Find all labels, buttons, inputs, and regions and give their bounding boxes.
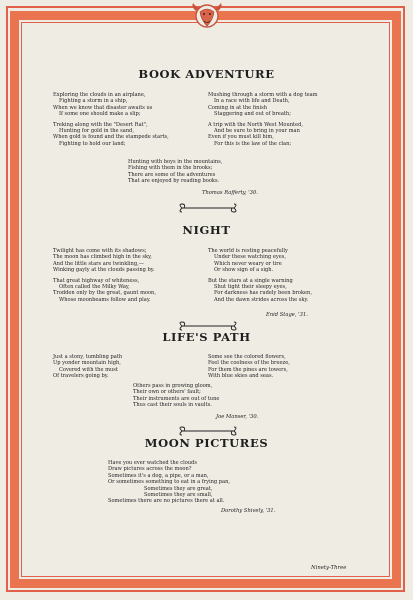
verse-line: For this is the law of the clan; <box>214 140 292 147</box>
verse-line: Thus cast their souls in vaults. <box>133 402 212 409</box>
verse-line: Treking along with the "Desert Rat", <box>53 121 148 128</box>
author-byline: Thomas Rafferty, '30. <box>202 190 258 196</box>
verse-line: There are some of the adventures <box>128 171 216 178</box>
verse-line: Hunting for gold in the sand, <box>59 128 134 135</box>
verse-line: Of travelers going by. <box>53 373 109 380</box>
verse-line: Winking gayly at the clouds passing by. <box>53 267 155 274</box>
verse-line: Others pass in growing gloom, <box>133 383 213 389</box>
stanza <box>208 92 317 118</box>
verse-line: Feel the coolness of the breeze, <box>208 360 290 367</box>
verse-line: Fishing with them in the brooks; <box>128 165 213 172</box>
verse-line: Often called the Milky Way, <box>59 284 130 291</box>
verse-line: Draw pictures across the moon? <box>108 466 192 473</box>
author-byline: Enid Stage, '31. <box>266 312 308 318</box>
verse-line: Or sometimes something to eat in a frying pan, <box>108 479 230 486</box>
verse-line: Shut tight their sleepy eyes, <box>214 284 287 291</box>
verse-line: Sometimes it's a dog, a pipe, or a man, <box>108 472 209 479</box>
verse-line: Mushing through a storm with a dog team <box>208 92 318 98</box>
verse-line: Just a stony, tumbling path <box>53 354 123 360</box>
verse-line: Fighting to hold our land; <box>59 140 126 147</box>
stanza <box>53 92 169 118</box>
author-byline: Joe Manser, '30. <box>216 414 259 420</box>
poem-lifes-path-right-column <box>208 354 290 380</box>
verse-line: That great highway of whiteness, <box>53 277 140 284</box>
poem-title-lifes-path: LIFE'S PATH <box>162 330 251 344</box>
poem-lifes-path-center-stanza <box>133 383 219 409</box>
verse-line: Whose moonbeams follow and play. <box>59 296 151 303</box>
verse-line: Exploring the clouds in an airplane, <box>53 92 146 98</box>
verse-line: When we know that disaster awaits us <box>53 104 153 111</box>
stanza <box>53 122 169 148</box>
poem-title-moon-pictures: MOON PICTURES <box>144 436 269 450</box>
poem-book-adventure-left-column <box>53 92 169 151</box>
poem-night-left-column <box>53 248 156 307</box>
page-number: Ninety-Three <box>311 565 347 571</box>
verse-line: And the dawn strides across the sky. <box>214 296 309 303</box>
verse-line: Coming in at the finish <box>208 104 267 111</box>
verse-line: The world is resting peacefully <box>208 248 288 254</box>
scroll-divider-icon <box>178 426 238 436</box>
poem-title-night: NIGHT <box>182 223 231 237</box>
stanza <box>208 278 312 304</box>
verse-line: And the little stars are twinkling,— <box>53 260 144 267</box>
verse-line: In a race with life and Death, <box>214 98 290 105</box>
verse-line: Covered with the must <box>59 366 118 373</box>
verse-line: Which never weary or tire <box>214 260 282 267</box>
verse-line: Have you ever watched the clouds <box>108 460 197 466</box>
verse-line: Trodden only by the great, gaunt moon, <box>53 290 156 297</box>
verse-line: A trip with the North West Mounted, <box>208 121 303 128</box>
verse-line: That are enjoyed by reading books. <box>128 178 220 185</box>
stanza <box>208 122 317 148</box>
scroll-divider-icon <box>178 203 238 213</box>
verse-line: But the stars at a single warning <box>208 277 293 284</box>
poem-book-adventure-right-column <box>208 92 317 151</box>
verse-line: Sometimes there are no pictures there at all. <box>108 498 225 505</box>
stanza <box>53 278 156 304</box>
bison-head-emblem-icon <box>190 2 224 32</box>
verse-line: When gold is found and the stampede starts, <box>53 134 169 141</box>
verse-line: For them the pines are towers, <box>208 366 288 373</box>
poem-night-right-column <box>208 248 312 307</box>
verse-line: Or show sign of a sigh. <box>214 267 274 274</box>
verse-line: The moon has climbed high in the sky, <box>53 254 152 261</box>
verse-line: Their instruments are out of tune <box>133 395 220 402</box>
verse-line: Sometimes they are great, <box>144 485 213 492</box>
author-byline: Dorothy Shively, '31. <box>221 508 276 514</box>
verse-line: Even if you must kill him, <box>208 134 274 141</box>
stanza <box>208 248 312 274</box>
poem-book-adventure-center-stanza <box>128 159 222 185</box>
verse-line: Their own or others' fault; <box>133 389 201 396</box>
verse-line: For darkness has rudely been broken, <box>214 290 312 297</box>
poem-moon-pictures-stanza <box>108 460 230 505</box>
verse-line: If some one should make a slip; <box>59 111 141 118</box>
poem-lifes-path-left-column <box>53 354 122 380</box>
verse-line: Staggering and out of breath; <box>214 111 291 118</box>
verse-line: Fighting a storm in a ship, <box>59 98 128 105</box>
verse-line: Hunting with boys in the mountains, <box>128 159 223 165</box>
verse-line: Under these watching eyes, <box>214 254 286 261</box>
verse-line: With blue skies and seas. <box>208 373 274 380</box>
poem-title-book-adventure: BOOK ADVENTURE <box>138 67 275 81</box>
stanza <box>53 248 156 274</box>
verse-line: Up yonder mountain high, <box>53 360 121 367</box>
verse-line: Some see the colored flowers, <box>208 354 286 360</box>
verse-line: And be sure to bring in your man <box>214 128 300 135</box>
poem-page-content <box>28 30 385 570</box>
verse-line: Sometimes they are small, <box>144 492 213 499</box>
verse-line: Twilight has come with its shadows; <box>53 248 147 254</box>
